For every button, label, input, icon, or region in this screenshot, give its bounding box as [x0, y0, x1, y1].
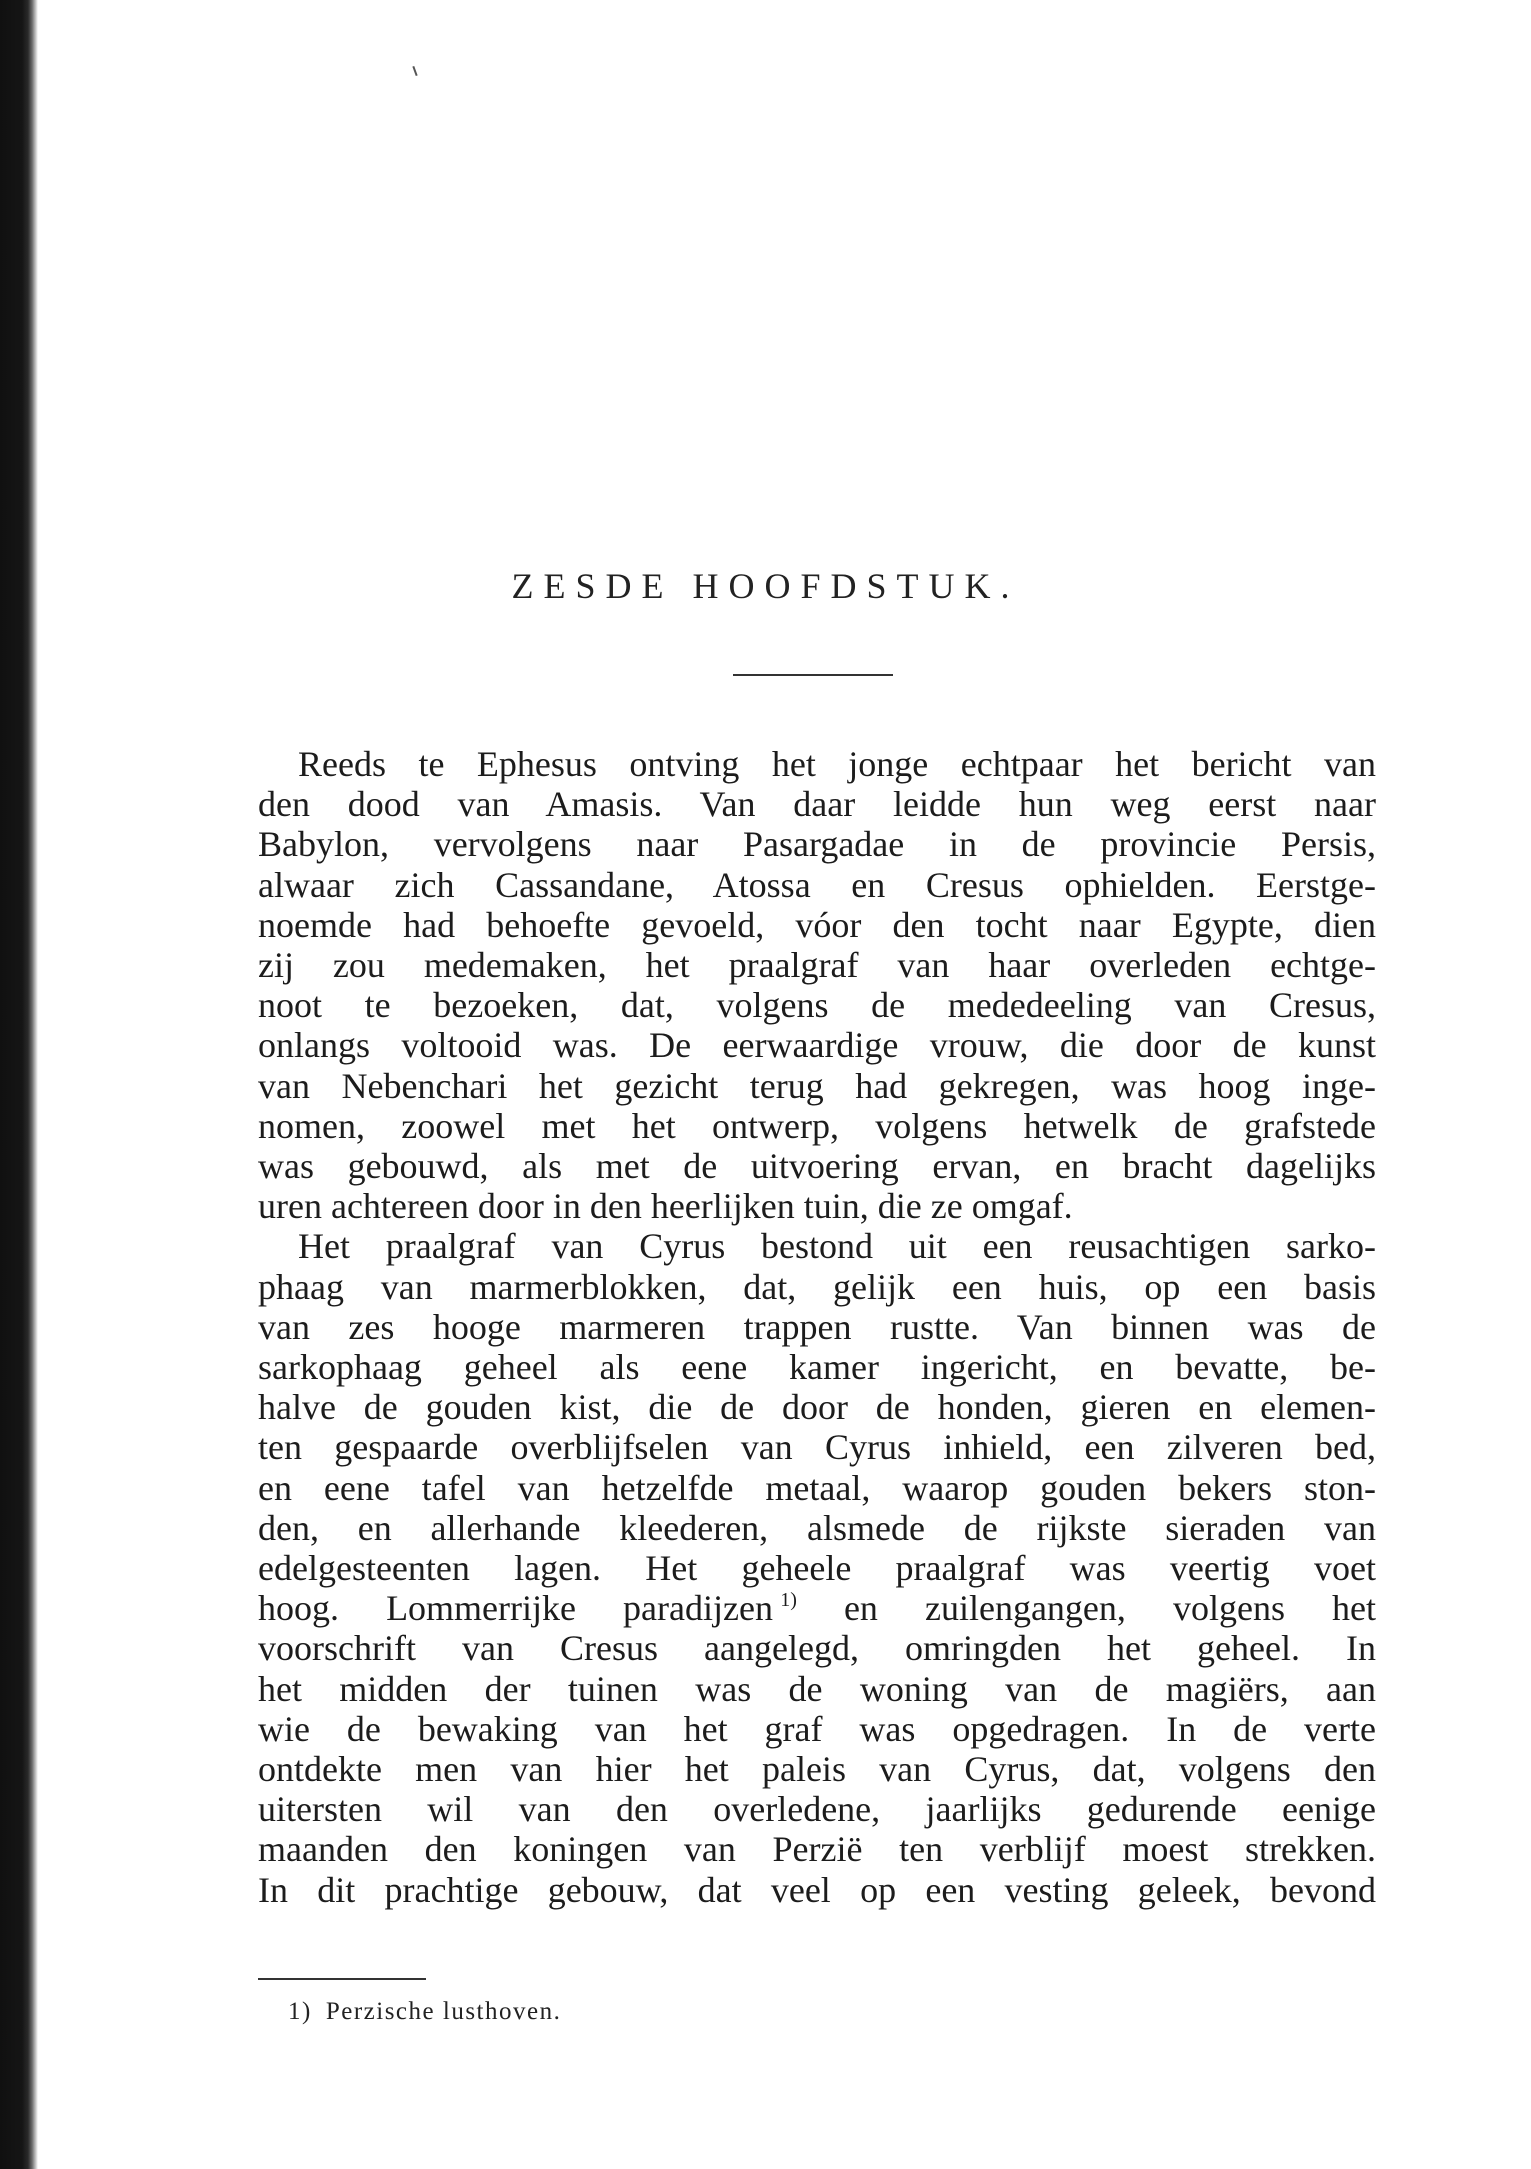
text-line: sarkophaag geheel als eene kamer ingericht, en bevatte, be- — [258, 1347, 1376, 1388]
text-line: noemde had behoefte gevoeld, vóor den tocht naar Egypte, dien — [258, 904, 1376, 945]
text-line: en eene tafel van hetzelfde metaal, waarop gouden bekers ston- — [258, 1467, 1376, 1508]
text-line: onlangs voltooid was. De eerwaardige vrouw, die door de kunst — [258, 1025, 1376, 1066]
footnote-marker: 1) — [780, 1589, 797, 1612]
text-line: ten gespaarde overblijfselen van Cyrus inhield, een zilveren bed, — [258, 1427, 1376, 1468]
text-line: wie de bewaking van het graf was opgedragen. In de verte — [258, 1708, 1376, 1749]
text-line: voorschrift van Cresus aangelegd, omringden het geheel. In — [258, 1628, 1376, 1669]
text-line: noot te bezoeken, dat, volgens de mededeeling van Cresus, — [258, 985, 1376, 1026]
footnote-number: 1) — [288, 1998, 312, 2025]
text-line: het midden der tuinen was de woning van de magiërs, aan — [258, 1668, 1376, 1709]
print-speck — [412, 66, 417, 76]
text-line: maanden den koningen van Perzië ten verblijf moest strekken. — [258, 1829, 1376, 1870]
text-line: In dit prachtige gebouw, dat veel op een vesting geleek, bevond — [258, 1869, 1376, 1910]
text-line: zij zou medemaken, het praalgraf van haar overleden echtge- — [258, 945, 1376, 986]
text-line: halve de gouden kist, die de door de honden, gieren en elemen- — [258, 1387, 1376, 1428]
text-line: van zes hooge marmeren trappen rustte. Van binnen was de — [258, 1306, 1376, 1347]
text-line-with-footnote — [258, 1588, 1376, 1628]
text-line: nomen, zoowel met het ontwerp, volgens hetwelk de grafstede — [258, 1105, 1376, 1146]
footnote-text: Perzische lusthoven. — [325, 1998, 562, 2025]
text-segment: hoog. Lommerrijke paradijzen — [258, 1588, 773, 1629]
title-divider — [733, 674, 893, 676]
text-line: Babylon, vervolgens naar Pasargadae in de provincie Persis, — [258, 824, 1376, 865]
text-line: ontdekte men van hier het paleis van Cyrus, dat, volgens den — [258, 1749, 1376, 1790]
text-line: edelgesteenten lagen. Het geheele praalgraf was veertig voet — [258, 1548, 1376, 1589]
text-line: uitersten wil van den overledene, jaarlijks gedurende eenige — [258, 1789, 1376, 1830]
chapter-title: ZESDE HOOFDSTUK. — [511, 566, 1020, 606]
text-line: was gebouwd, als met de uitvoering ervan, en bracht dagelijks — [258, 1146, 1376, 1187]
text-line: Het praalgraf van Cyrus bestond uit een reusachtigen sarko- — [298, 1226, 1376, 1267]
text-line: den, en allerhande kleederen, alsmede de rijkste sieraden van — [258, 1507, 1376, 1548]
page-binding-edge — [0, 0, 38, 2169]
text-line: den dood van Amasis. Van daar leidde hun weg eerst naar — [258, 784, 1376, 825]
text-line: van Nebenchari het gezicht terug had gekregen, was hoog inge- — [258, 1065, 1376, 1106]
text-line: alwaar zich Cassandane, Atossa en Cresus ophielden. Eerstge- — [258, 864, 1376, 905]
text-segment: en zuilengangen, volgens het — [843, 1588, 1376, 1629]
text-line: uren achtereen door in den heerlijken tuin, die ze omgaf. — [258, 1186, 1073, 1227]
footnote-divider — [258, 1978, 426, 1980]
text-line: phaag van marmerblokken, dat, gelijk een huis, op een basis — [258, 1266, 1376, 1307]
body-text — [258, 744, 1376, 1910]
footnote — [288, 1998, 561, 2026]
text-line: Reeds te Ephesus ontving het jonge echtpaar het bericht van — [298, 744, 1376, 784]
